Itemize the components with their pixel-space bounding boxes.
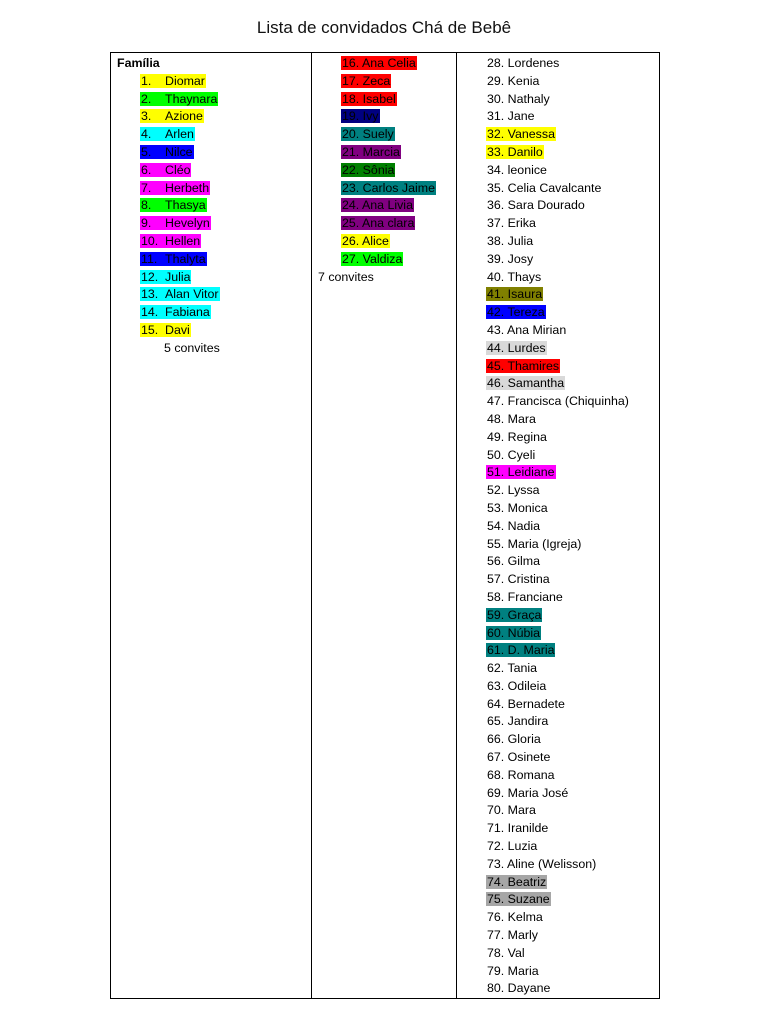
guest-name: 22. Sônia <box>342 162 395 177</box>
guest-name: Davi <box>165 322 190 337</box>
guest-item <box>457 820 659 838</box>
guest-name: 41. Isaura <box>487 287 543 302</box>
guest-name: 29. Kenia <box>487 73 540 88</box>
guest-item <box>312 233 456 251</box>
highlight <box>140 305 211 319</box>
guest-item <box>457 126 659 144</box>
guest-name: 77. Marly <box>487 928 538 943</box>
guest-item <box>457 571 659 589</box>
guest-item <box>312 126 456 144</box>
guest-name: 67. Osinete <box>487 750 551 765</box>
guest-item <box>457 838 659 856</box>
guest-name: 18. Isabel <box>342 91 396 106</box>
guest-item <box>457 375 659 393</box>
guest-item <box>457 233 659 251</box>
guest-item <box>457 660 659 678</box>
guest-name: 70. Mara <box>487 803 536 818</box>
guest-item <box>457 891 659 909</box>
guest-name: 38. Julia <box>487 233 534 248</box>
guest-name: Hevelyn <box>165 216 210 231</box>
guest-name: Julia <box>165 269 191 284</box>
highlight <box>140 323 191 337</box>
guest-item <box>457 678 659 696</box>
guest-item <box>111 126 311 144</box>
guest-number: 15. <box>141 322 159 337</box>
guest-item <box>457 785 659 803</box>
guest-name: 50. Cyeli <box>487 447 536 462</box>
highlight <box>140 145 194 159</box>
guest-name: 33. Danilo <box>487 144 543 159</box>
guest-name: 62. Tania <box>487 661 538 676</box>
highlight <box>140 109 204 123</box>
guest-name: 17. Zeca <box>342 73 391 88</box>
third-list <box>457 55 659 998</box>
highlight <box>140 287 220 301</box>
guest-item <box>457 553 659 571</box>
second-column <box>312 53 457 999</box>
guest-number: 13. <box>141 287 159 302</box>
guest-item <box>312 197 456 215</box>
guest-name: 69. Maria José <box>487 785 569 800</box>
guest-item <box>457 856 659 874</box>
guest-item <box>457 874 659 892</box>
guest-name: 49. Regina <box>487 429 547 444</box>
guest-item <box>457 144 659 162</box>
guest-name: 44. Lurdes <box>487 340 546 355</box>
guest-name: 51. Leidiane <box>487 465 555 480</box>
guest-item <box>312 144 456 162</box>
family-column <box>111 53 312 999</box>
guest-name: 59. Graça <box>487 607 542 622</box>
guest-name: Alan Vitor <box>165 287 219 302</box>
guest-name: Hellen <box>165 233 201 248</box>
guest-name: 47. Francisca (Chiquinha) <box>487 394 629 409</box>
guest-number: 14. <box>141 305 159 320</box>
guest-item <box>457 180 659 198</box>
guest-item <box>312 180 456 198</box>
guest-number: 11. <box>141 251 158 266</box>
guest-item <box>457 429 659 447</box>
guest-item <box>457 215 659 233</box>
guest-name: 71. Iranilde <box>487 821 549 836</box>
guest-list-table <box>110 52 660 999</box>
guest-name: 30. Nathaly <box>487 91 550 106</box>
guest-name: 36. Sara Dourado <box>487 198 585 213</box>
guest-name: 43. Ana Mirian <box>487 322 567 337</box>
guest-number: 6. <box>141 162 152 177</box>
guest-name: 28. Lordenes <box>487 56 560 70</box>
guest-name: 16. Ana Celia <box>342 56 416 70</box>
guest-name: Thalyta <box>165 251 206 266</box>
guest-name: 66. Gloria <box>487 732 541 747</box>
guest-item <box>457 500 659 518</box>
guest-item <box>457 108 659 126</box>
guest-item <box>111 286 311 304</box>
guest-name: 31. Jane <box>487 109 535 124</box>
guest-item <box>457 927 659 945</box>
guest-name: 20. Suely <box>342 127 394 142</box>
guest-item <box>111 269 311 287</box>
guest-name: 65. Jandira <box>487 714 549 729</box>
guest-number: 5. <box>141 144 152 159</box>
guest-item <box>457 197 659 215</box>
guest-number: 1. <box>141 73 152 88</box>
guest-name: 39. Josy <box>487 251 534 266</box>
guest-item <box>111 144 311 162</box>
guest-item <box>312 91 456 109</box>
highlight <box>140 270 191 284</box>
guest-number: 7. <box>141 180 152 195</box>
guest-name: 75. Suzane <box>487 892 550 907</box>
guest-number: 4. <box>141 127 152 142</box>
guest-name: 68. Romana <box>487 767 555 782</box>
guest-name: 27. Valdiza <box>342 251 403 266</box>
guest-name: 24. Ana Livia <box>342 198 413 213</box>
guest-item <box>457 589 659 607</box>
guest-item <box>457 393 659 411</box>
guest-name: Thaynara <box>165 91 218 106</box>
guest-name: 40. Thays <box>487 269 542 284</box>
guest-name: Herbeth <box>165 180 210 195</box>
guest-number: 12. <box>141 269 159 284</box>
highlight <box>140 216 211 230</box>
guest-item <box>457 269 659 287</box>
guest-item <box>457 482 659 500</box>
guest-item <box>312 251 456 269</box>
guest-name: 46. Samantha <box>487 376 565 391</box>
guest-item <box>457 909 659 927</box>
guest-number: 8. <box>141 198 152 213</box>
guest-item <box>457 322 659 340</box>
guest-name: 25. Ana clara <box>342 216 415 231</box>
guest-item <box>457 749 659 767</box>
guest-name: 21. Marcia <box>342 144 400 159</box>
guest-item <box>457 607 659 625</box>
guest-name: 73. Aline (Welisson) <box>487 856 597 871</box>
guest-item <box>457 731 659 749</box>
guest-name: 55. Maria (Igreja) <box>487 536 582 551</box>
highlight <box>140 163 191 177</box>
guest-name: 23. Carlos Jaime <box>342 180 435 195</box>
highlight <box>140 92 218 106</box>
guest-item <box>312 162 456 180</box>
guest-item <box>312 73 456 91</box>
guest-name: 35. Celia Cavalcante <box>487 180 602 195</box>
guest-item <box>457 464 659 482</box>
guest-item <box>457 980 659 998</box>
document-title: Lista de convidados Chá de Bebê <box>256 18 512 37</box>
guest-name: 58. Franciane <box>487 589 563 604</box>
guest-item <box>312 108 456 126</box>
guest-name: 32. Vanessa <box>487 127 555 142</box>
highlight <box>140 181 210 195</box>
guest-item <box>457 340 659 358</box>
guest-name: 78. Val <box>487 945 525 960</box>
guest-item <box>457 802 659 820</box>
guest-name: 26. Alice <box>342 233 389 248</box>
guest-item <box>457 447 659 465</box>
guest-name: 42. Tereza <box>487 305 545 320</box>
guest-item <box>457 536 659 554</box>
guest-item <box>457 963 659 981</box>
guest-name: Arlen <box>165 127 194 142</box>
guest-name: Fabiana <box>165 305 210 320</box>
guest-item <box>457 304 659 322</box>
guest-name: 64. Bernadete <box>487 696 565 711</box>
guest-name: Thasya <box>165 198 206 213</box>
third-column <box>457 53 660 999</box>
guest-name: 61. D. Maria <box>487 643 555 658</box>
guest-item <box>312 215 456 233</box>
guest-number: 10. <box>141 233 159 248</box>
guest-item <box>111 180 311 198</box>
guest-item <box>457 286 659 304</box>
guest-item <box>457 945 659 963</box>
guest-item <box>111 251 311 269</box>
guest-name: 60. Núbia <box>487 625 541 640</box>
guest-item <box>457 251 659 269</box>
highlight <box>140 127 195 141</box>
family-heading: Família <box>117 56 160 70</box>
guest-item <box>457 55 659 73</box>
guest-item <box>111 322 311 340</box>
guest-item <box>457 518 659 536</box>
guest-item <box>457 696 659 714</box>
second-invite-count: 7 convites <box>318 269 374 284</box>
guest-item <box>111 73 311 91</box>
guest-item <box>457 767 659 785</box>
guest-item <box>111 108 311 126</box>
guest-item <box>312 55 456 73</box>
guest-item <box>111 162 311 180</box>
guest-number: 2. <box>141 91 152 106</box>
guest-name: 74. Beatriz <box>487 874 547 889</box>
highlight <box>140 74 206 88</box>
guest-name: Diomar <box>165 73 205 88</box>
guest-item <box>111 233 311 251</box>
guest-item <box>111 215 311 233</box>
guest-item <box>457 625 659 643</box>
guest-name: 45. Thamires <box>487 358 560 373</box>
guest-item <box>457 91 659 109</box>
guest-number: 3. <box>141 109 152 124</box>
guest-number: 9. <box>141 216 152 231</box>
guest-item <box>111 304 311 322</box>
highlight <box>140 198 207 212</box>
second-list <box>312 55 456 269</box>
guest-name: 76. Kelma <box>487 910 543 925</box>
guest-name: 34. leonice <box>487 162 547 177</box>
guest-name: Nilce <box>165 144 193 159</box>
guest-name: Azione <box>165 109 203 124</box>
guest-item <box>457 73 659 91</box>
guest-name: 80. Dayane <box>487 981 551 996</box>
guest-name: 79. Maria <box>487 963 539 978</box>
guest-item <box>457 411 659 429</box>
guest-name: 57. Cristina <box>487 572 550 587</box>
guest-name: 63. Odileia <box>487 678 547 693</box>
guest-name: 56. Gilma <box>487 554 541 569</box>
highlight <box>140 234 201 248</box>
guest-item <box>457 358 659 376</box>
guest-name: 19. Ivy <box>342 109 379 124</box>
family-list <box>111 73 311 340</box>
highlight <box>140 252 207 266</box>
guest-name: Cléo <box>165 162 191 177</box>
guest-item <box>457 162 659 180</box>
guest-name: 54. Nadia <box>487 518 541 533</box>
guest-name: 53. Monica <box>487 500 548 515</box>
guest-name: 52. Lyssa <box>487 483 540 498</box>
guest-item <box>457 642 659 660</box>
guest-name: 48. Mara <box>487 411 536 426</box>
guest-name: 72. Luzia <box>487 839 538 854</box>
guest-item <box>457 713 659 731</box>
guest-item <box>111 197 311 215</box>
guest-name: 37. Erika <box>487 216 536 231</box>
guest-item <box>111 91 311 109</box>
family-invite-count: 5 convites <box>164 340 220 355</box>
